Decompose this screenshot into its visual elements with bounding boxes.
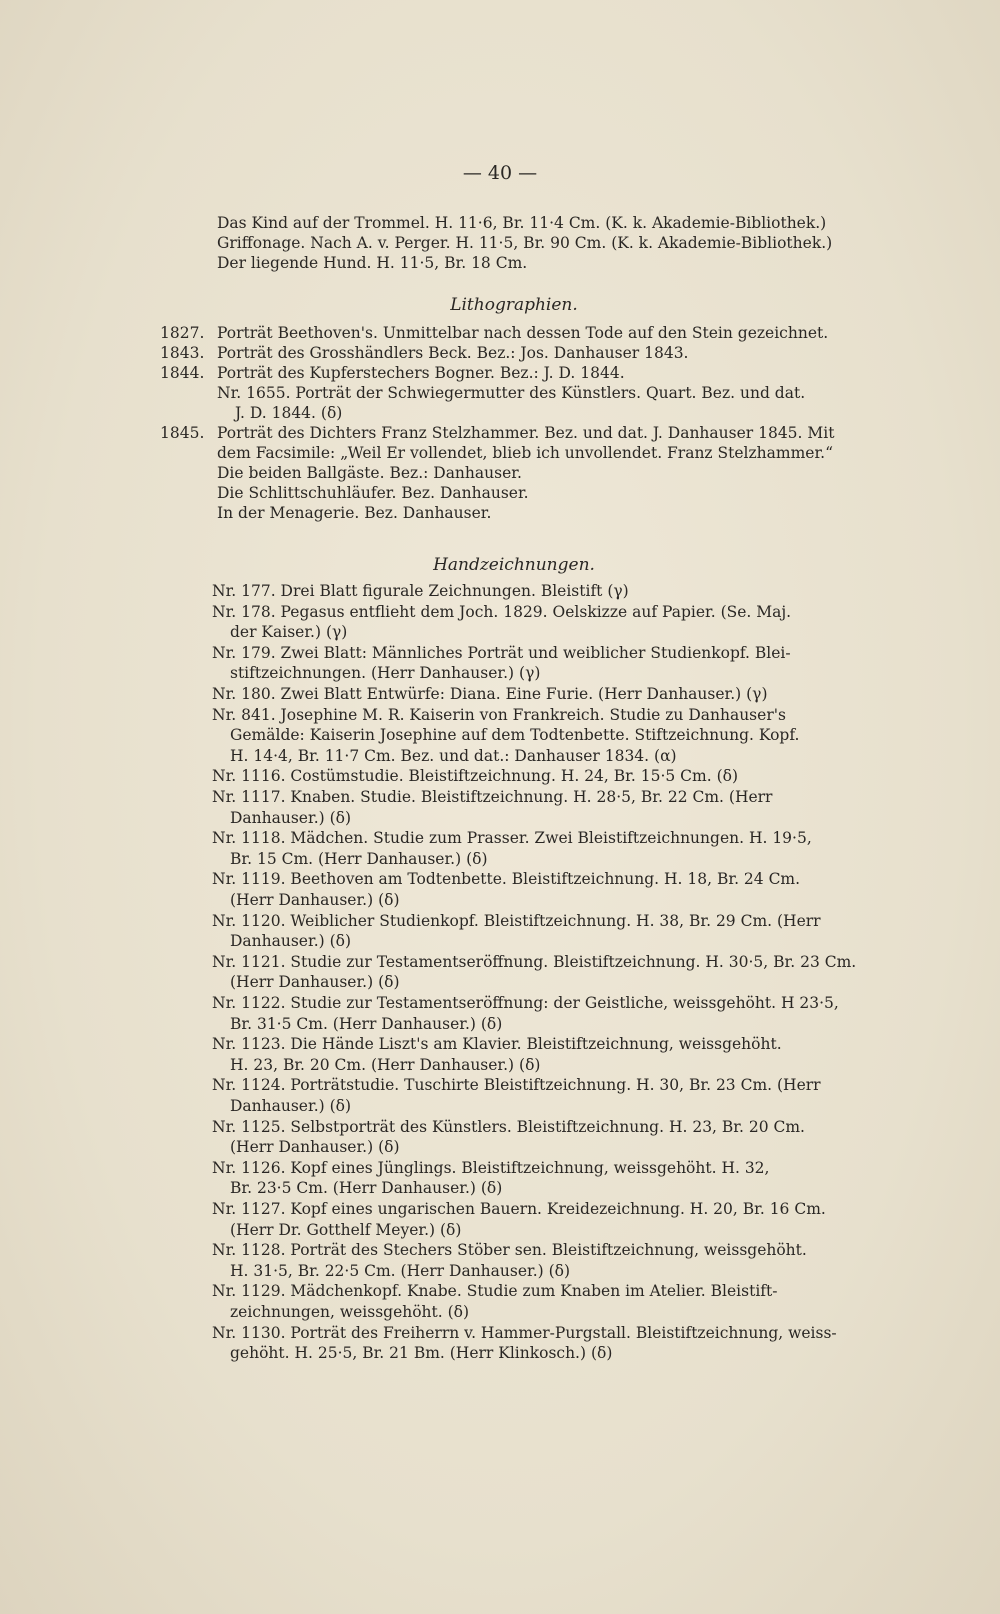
catalogue-entry-line: Nr. 1116. Costümstudie. Bleistiftzeichnung. H. 24, Br. 15·5 Cm. (δ): [212, 767, 738, 786]
litho-year: 1844.: [160, 364, 205, 382]
litho-text: Porträt des Dichters Franz Stelzhammer. Bez. und dat. J. Danhauser 1845. Mit: [217, 424, 835, 442]
litho-text: dem Facsimile: „Weil Er vollendet, blieb ich unvollendet. Franz Stelzhammer.“: [217, 444, 834, 462]
litho-text: J. D. 1844. (δ): [235, 404, 343, 422]
section-heading-lithographien: Lithographien.: [450, 295, 578, 315]
litho-year: 1843.: [160, 344, 205, 362]
intro-line: Der liegende Hund. H. 11·5, Br. 18 Cm.: [217, 254, 528, 272]
litho-entry: [160, 324, 829, 343]
catalogue-continuation-line: (Herr Danhauser.) (δ): [230, 891, 400, 909]
catalogue-continuation-line: Br. 31·5 Cm. (Herr Danhauser.) (δ): [230, 1014, 503, 1033]
intro-line: Griffonage. Nach A. v. Perger. H. 11·5, Br. 90 Cm. (K. k. Akademie-Bibliothek.): [217, 234, 833, 252]
catalogue-entry-line: Nr. 177. Drei Blatt figurale Zeichnungen. Bleistift (γ): [212, 582, 629, 600]
catalogue-entry-line: Nr. 178. Pegasus entflieht dem Joch. 1829. Oelskizze auf Papier. (Se. Maj.: [212, 602, 792, 621]
catalogue-continuation-line: (Herr Danhauser.) (δ): [230, 973, 400, 992]
litho-entry: [160, 344, 689, 363]
catalogue-continuation-line: Gemälde: Kaiserin Josephine auf dem Todtenbette. Stiftzeichnung. Kopf.: [230, 726, 800, 745]
litho-text: Porträt Beethoven's. Unmittelbar nach dessen Tode auf den Stein gezeichnet.: [217, 324, 829, 342]
catalogue-continuation-line: Danhauser.) (δ): [230, 808, 352, 827]
litho-text: Die Schlittschuhläufer. Bez. Danhauser.: [217, 484, 529, 502]
catalogue-continuation-line: der Kaiser.) (γ): [230, 623, 348, 642]
catalogue-continuation-line: Danhauser.) (δ): [230, 932, 352, 951]
section-heading-handzeichnungen: Handzeichnungen.: [433, 555, 595, 575]
litho-year: 1827.: [160, 324, 205, 342]
catalogue-continuation-line: zeichnungen, weissgehöht. (δ): [230, 1303, 470, 1321]
catalogue-entry-line: Nr. 1128. Porträt des Stechers Stöber sen. Bleistiftzeichnung, weissgehöht.: [212, 1241, 807, 1260]
catalogue-entry-line: Nr. 1122. Studie zur Testamentseröffnung: der Geistliche, weissgehöht. H 23·5,: [212, 994, 839, 1012]
catalogue-entry-line: Nr. 1130. Porträt des Freiherrn v. Hammer-Purgstall. Bleistiftzeichnung, weiss-: [212, 1323, 837, 1342]
catalogue-entry-line: Nr. 1123. Die Hände Liszt's am Klavier. Bleistiftzeichnung, weissgehöht.: [212, 1035, 782, 1054]
catalogue-entry-line: Nr. 1118. Mädchen. Studie zum Prasser. Zwei Bleistiftzeichnungen. H. 19·5,: [212, 829, 812, 848]
catalogue-entry-line: Nr. 841. Josephine M. R. Kaiserin von Frankreich. Studie zu Danhauser's: [212, 705, 786, 724]
litho-text: In der Menagerie. Bez. Danhauser.: [217, 504, 492, 522]
litho-entry: [160, 364, 625, 383]
litho-entry: [160, 424, 835, 443]
catalogue-continuation-line: H. 14·4, Br. 11·7 Cm. Bez. und dat.: Danhauser 1834. (α): [230, 746, 677, 765]
intro-line: Das Kind auf der Trommel. H. 11·6, Br. 11·4 Cm. (K. k. Akademie-Bibliothek.): [217, 214, 827, 232]
catalogue-entry-line: Nr. 1129. Mädchenkopf. Knabe. Studie zum Knaben im Atelier. Bleistift-: [212, 1282, 778, 1301]
litho-year: 1845.: [160, 424, 205, 442]
litho-text: Porträt des Grosshändlers Beck. Bez.: Jos. Danhauser 1843.: [217, 344, 689, 362]
catalogue-continuation-line: H. 31·5, Br. 22·5 Cm. (Herr Danhauser.) (δ): [230, 1261, 571, 1280]
catalogue-entry-line: Nr. 180. Zwei Blatt Entwürfe: Diana. Eine Furie. (Herr Danhauser.) (γ): [212, 685, 768, 703]
page-number: — 40 —: [462, 162, 538, 184]
catalogue-entry-line: Nr. 1126. Kopf eines Jünglings. Bleistiftzeichnung, weissgehöht. H. 32,: [212, 1158, 770, 1177]
litho-text: Die beiden Ballgäste. Bez.: Danhauser.: [217, 464, 522, 482]
catalogue-entry-line: Nr. 1119. Beethoven am Todtenbette. Bleistiftzeichnung. H. 18, Br. 24 Cm.: [212, 870, 801, 889]
catalogue-continuation-line: Danhauser.) (δ): [230, 1097, 352, 1115]
catalogue-entry-line: Nr. 1124. Porträtstudie. Tuschirte Bleistiftzeichnung. H. 30, Br. 23 Cm. (Herr: [212, 1076, 821, 1095]
catalogue-entry-line: Nr. 1127. Kopf eines ungarischen Bauern. Kreidezeichnung. H. 20, Br. 16 Cm.: [212, 1200, 826, 1218]
catalogue-entry-line: Nr. 179. Zwei Blatt: Männliches Porträt und weiblicher Studienkopf. Blei-: [212, 643, 791, 662]
catalogue-continuation-line: stiftzeichnungen. (Herr Danhauser.) (γ): [230, 664, 541, 683]
catalogue-continuation-line: Br. 15 Cm. (Herr Danhauser.) (δ): [230, 849, 488, 868]
catalogue-entry-line: Nr. 1125. Selbstporträt des Künstlers. Bleistiftzeichnung. H. 23, Br. 20 Cm.: [212, 1117, 805, 1136]
catalogue-entry-line: Nr. 1121. Studie zur Testamentseröffnung. Bleistiftzeichnung. H. 30·5, Br. 23 Cm.: [212, 952, 857, 971]
litho-text: Porträt des Kupferstechers Bogner. Bez.: J. D. 1844.: [217, 364, 625, 382]
litho-text: Nr. 1655. Porträt der Schwiegermutter des Künstlers. Quart. Bez. und dat.: [217, 384, 806, 402]
catalogue-entry-line: Nr. 1120. Weiblicher Studienkopf. Bleistiftzeichnung. H. 38, Br. 29 Cm. (Herr: [212, 911, 821, 930]
catalogue-continuation-line: (Herr Danhauser.) (δ): [230, 1138, 400, 1157]
catalogue-continuation-line: H. 23, Br. 20 Cm. (Herr Danhauser.) (δ): [230, 1055, 541, 1074]
catalogue-continuation-line: gehöht. H. 25·5, Br. 21 Bm. (Herr Klinkosch.) (δ): [230, 1344, 613, 1363]
catalogue-entry-line: Nr. 1117. Knaben. Studie. Bleistiftzeichnung. H. 28·5, Br. 22 Cm. (Herr: [212, 788, 773, 806]
catalogue-continuation-line: (Herr Dr. Gotthelf Meyer.) (δ): [230, 1220, 462, 1239]
catalogue-continuation-line: Br. 23·5 Cm. (Herr Danhauser.) (δ): [230, 1179, 503, 1198]
